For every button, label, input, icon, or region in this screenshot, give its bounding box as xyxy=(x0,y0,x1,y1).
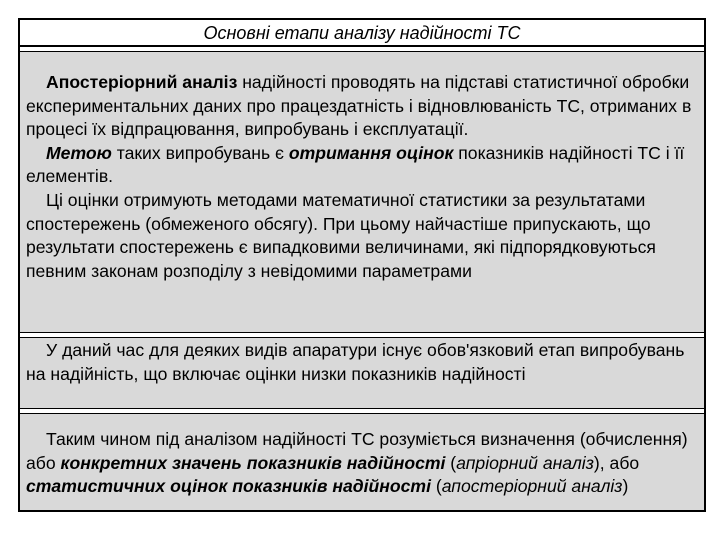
term-obtaining-estimates: отримання оцінок xyxy=(288,142,454,163)
term-aposteriori: Апостеріорний аналіз xyxy=(46,72,238,92)
block-mandatory-testing xyxy=(20,338,704,408)
table-title: Основні етапи аналізу надійності ТС xyxy=(20,20,704,46)
paragraph-mandatory-stage: У даний час для деяких видів апаратури існує обов'язковий етап випробувань на надійність, що включає оцінки низки показників надійності xyxy=(26,340,685,384)
paragraph-conclusion: Таким чином під аналізом надійності ТС розуміється визначення (обчислення) або конкретних значень показників надійності (апріорний аналіз), або статистичних оцінок показників надійності (апостеріорний аналіз) xyxy=(26,429,688,497)
block-aposteriori-analysis xyxy=(20,52,704,332)
term-specific-values: конкретних значень показників надійності xyxy=(60,452,446,473)
term-goal: Метою xyxy=(46,142,112,163)
term-aposteriori-analysis: апостеріорний аналіз xyxy=(441,476,623,497)
term-statistical-estimates: статистичних оцінок показників надійності xyxy=(26,476,431,497)
paragraph-goal: Метою таких випробувань є отримання оцінок показників надійності ТС і її елементів. xyxy=(26,142,685,187)
paragraph-definition: Апостеріорний аналіз надійності проводять на підставі статистичної обробки експериментальних даних про працездатність і відновлюваність ТС, отриманих в процесі їх відпрацювання, випробувань і експлуатації. xyxy=(26,72,692,140)
paragraph-statistics: Ці оцінки отримують методами математичної статистики за результатами спостережень (обмеженого обсягу). При цьому найчастіше припускають, що результати спостережень є випадковими величинами, які підпорядковуються певним законам розподілу з невідомими параметрами xyxy=(26,189,656,281)
term-apriori: апріорний аналіз xyxy=(456,452,594,473)
content-table xyxy=(18,18,706,512)
block-conclusion xyxy=(20,414,704,510)
